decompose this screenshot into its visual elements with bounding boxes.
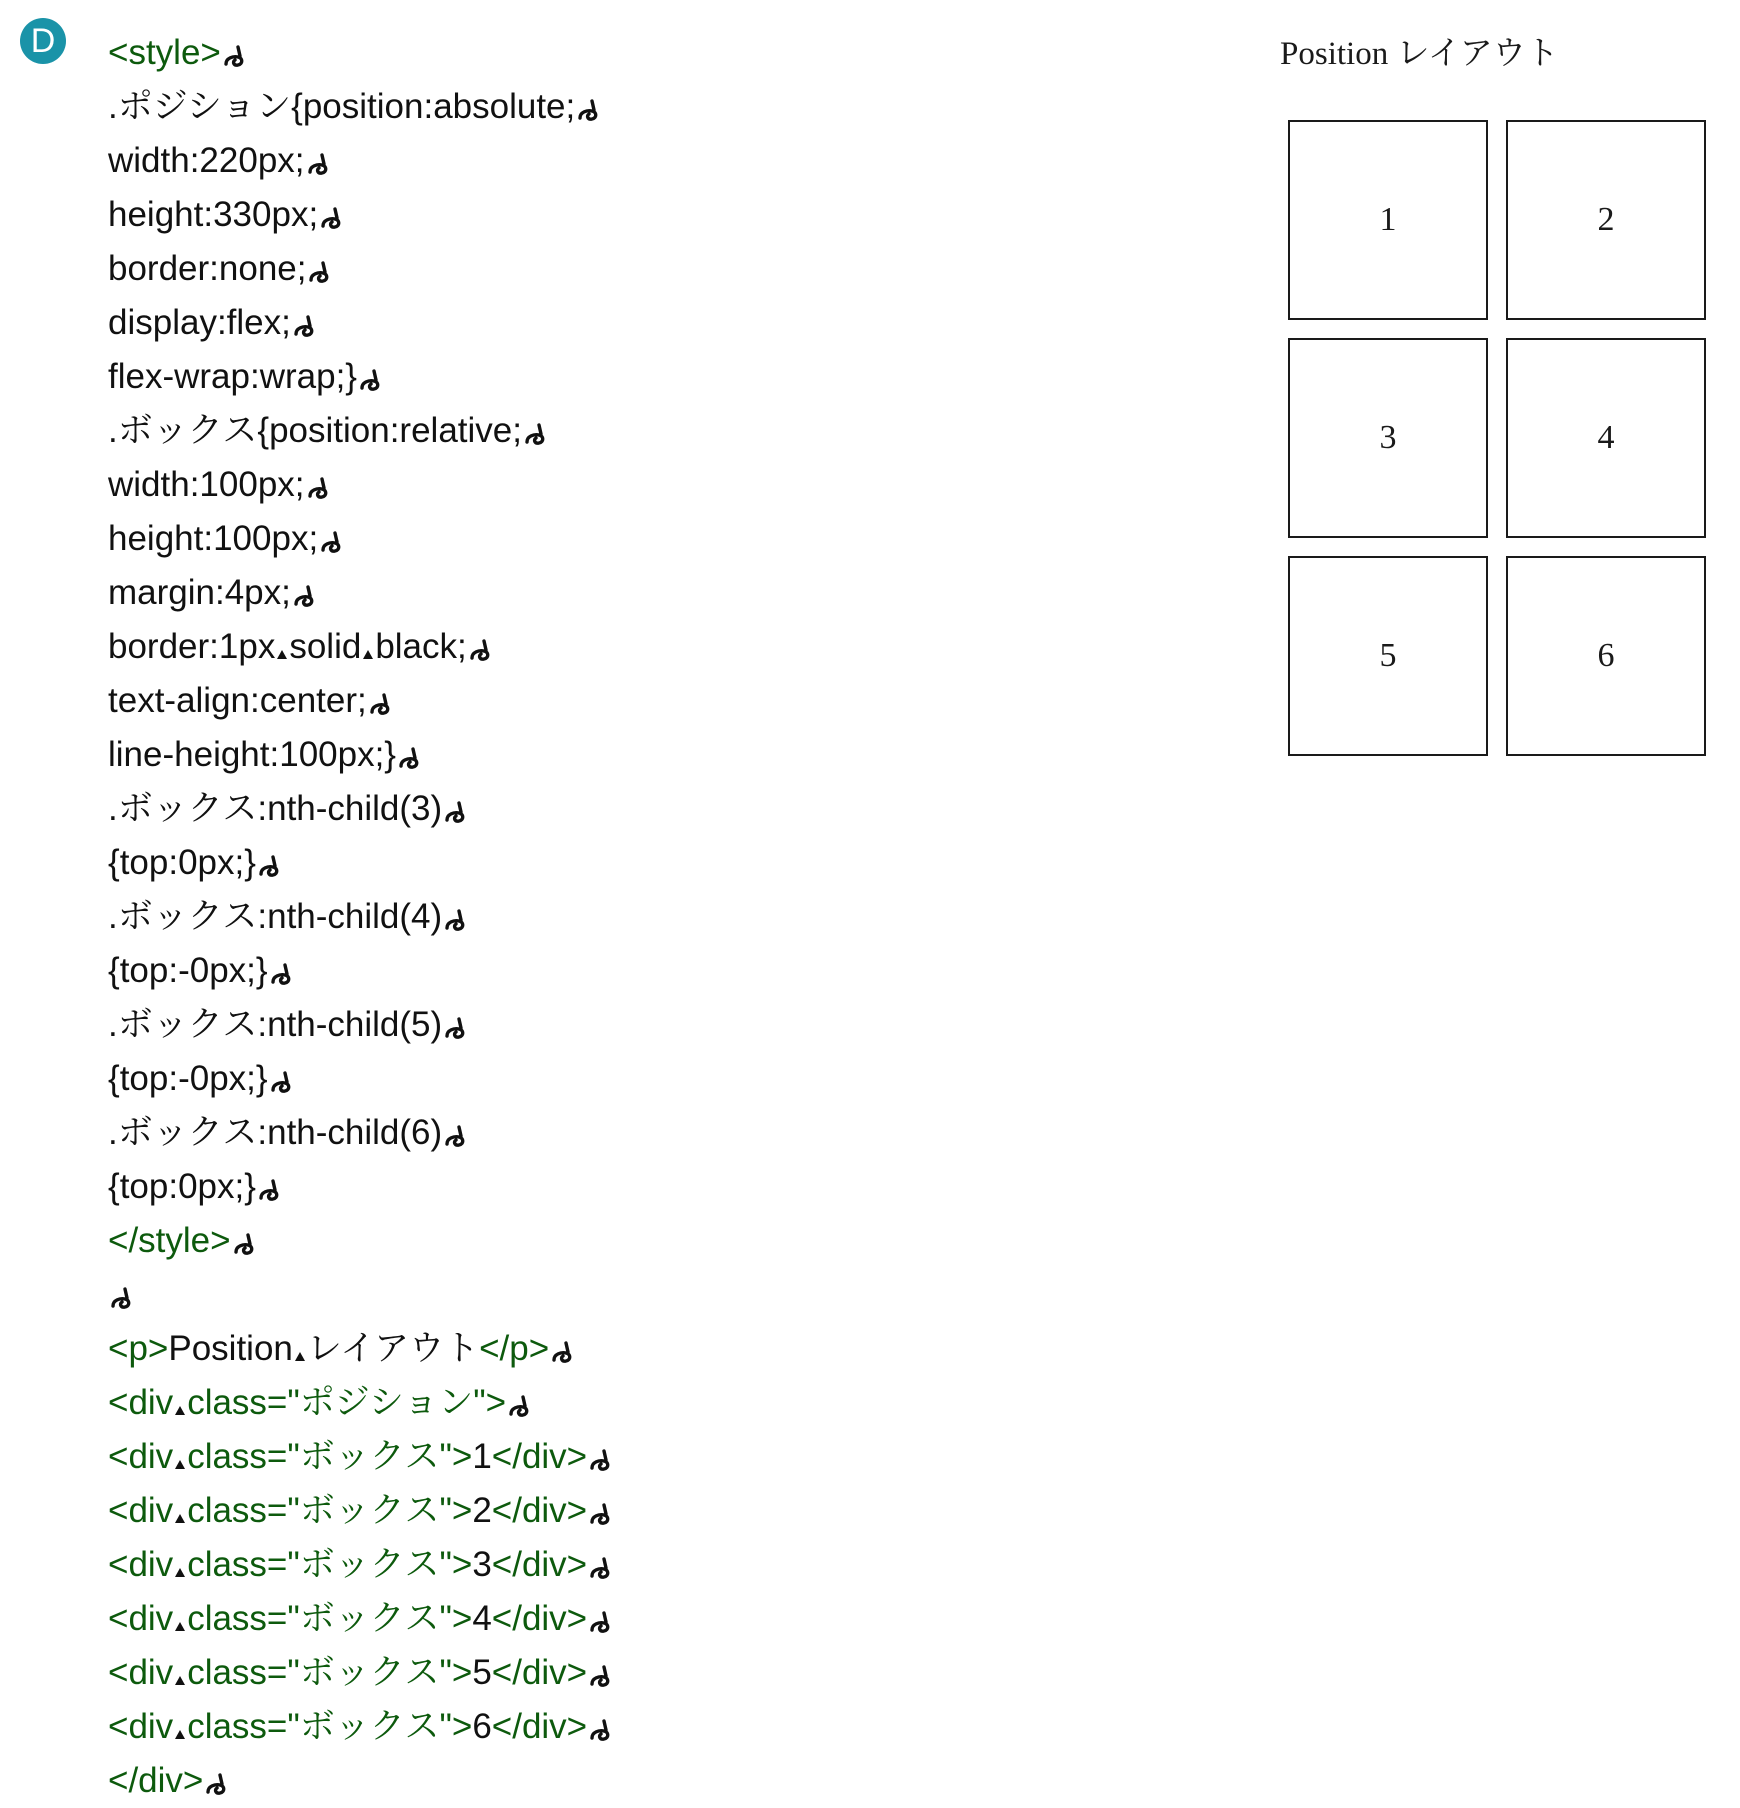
code-text: width:220px; [108,141,305,180]
code-text: .ボックス:nth-child(3) [108,789,443,828]
return-mark-icon [307,152,329,176]
code-tag-text: class="ボックス"> [187,1707,473,1746]
code-line [108,1322,611,1376]
return-mark-icon [270,962,292,986]
return-mark-icon [589,1448,611,1472]
code-tag-text: class="ボックス"> [187,1653,473,1692]
return-mark-icon [577,98,599,122]
code-line [108,1592,611,1646]
space-mark-icon [174,1566,186,1578]
return-mark-icon [444,1016,466,1040]
rendered-preview [1280,30,1615,674]
code-tag-text: </div> [491,1491,588,1530]
return-mark-icon [270,1070,292,1094]
space-mark-icon [174,1674,186,1686]
code-listing [108,26,611,1808]
code-text: black; [375,627,467,666]
code-line [108,1538,611,1592]
box-4: 4 [1506,338,1706,538]
code-text: .ボックス{position:relative; [108,411,522,450]
code-tag-text: class="ポジション"> [187,1383,507,1422]
code-line [108,1106,611,1160]
option-badge: D [20,18,66,64]
code-line [108,512,611,566]
code-text: text-align:center; [108,681,367,720]
return-mark-icon [205,1772,227,1796]
space-mark-icon [362,648,374,660]
code-text: {top:0px;} [108,1167,256,1206]
code-line [108,296,611,350]
code-tag-text: </div> [491,1653,588,1692]
return-mark-icon [398,746,420,770]
code-text: 3 [472,1545,492,1584]
return-mark-icon [308,260,330,284]
code-line [108,1700,611,1754]
code-line [108,134,611,188]
code-text: .ボックス:nth-child(6) [108,1113,443,1152]
code-text: 2 [472,1491,492,1530]
code-text: .ポジション{position:absolute; [108,87,576,126]
return-mark-icon [223,44,245,68]
code-text: solid [289,627,362,666]
code-text: {top:0px;} [108,843,256,882]
code-tag-text: <p> [108,1329,169,1368]
code-line [108,1160,611,1214]
code-text: {top:-0px;} [108,1059,268,1098]
return-mark-icon [293,584,315,608]
position-container [1288,120,1728,774]
return-mark-icon [307,476,329,500]
code-text: 4 [472,1599,492,1638]
space-mark-icon [294,1350,306,1362]
code-tag-text: </div> [108,1761,204,1800]
space-mark-icon [174,1458,186,1470]
code-text: 5 [472,1653,492,1692]
code-line [108,1052,611,1106]
code-line [108,1646,611,1700]
return-mark-icon [359,368,381,392]
space-mark-icon [276,648,288,660]
code-line [108,728,611,782]
code-tag-text: </style> [108,1221,231,1260]
code-line [108,1484,611,1538]
code-text: {top:-0px;} [108,951,268,990]
code-text: .ボックス:nth-child(5) [108,1005,443,1044]
return-mark-icon [293,314,315,338]
code-line [108,998,611,1052]
code-tag-text: <div [108,1491,174,1530]
return-mark-icon [444,800,466,824]
code-tag-text: <div [108,1383,174,1422]
code-line [108,1430,611,1484]
return-mark-icon [258,1178,280,1202]
code-text: height:330px; [108,195,319,234]
box-2: 2 [1506,120,1706,320]
code-tag-text: </div> [491,1437,588,1476]
code-line [108,458,611,512]
code-text: border:none; [108,249,307,288]
return-mark-icon [258,854,280,878]
box-6: 6 [1506,556,1706,756]
code-line [108,836,611,890]
space-mark-icon [174,1728,186,1740]
code-line [108,26,611,80]
code-tag-text: <div [108,1707,174,1746]
return-mark-icon [551,1340,573,1364]
code-tag-text: class="ボックス"> [187,1599,473,1638]
code-text: display:flex; [108,303,291,342]
code-tag-text: <style> [108,33,221,72]
code-line [108,782,611,836]
code-tag-text: </div> [491,1545,588,1584]
code-line [108,890,611,944]
code-line [108,350,611,404]
return-mark-icon [369,692,391,716]
code-text: 1 [472,1437,492,1476]
code-tag-text: class="ボックス"> [187,1491,473,1530]
code-line [108,242,611,296]
code-tag-text: </div> [491,1599,588,1638]
return-mark-icon [469,638,491,662]
code-tag-text: <div [108,1545,174,1584]
return-mark-icon [110,1286,132,1310]
return-mark-icon [589,1610,611,1634]
code-tag-text: </p> [479,1329,550,1368]
code-tag-text: class="ボックス"> [187,1437,473,1476]
box-3: 3 [1288,338,1488,538]
return-mark-icon [444,1124,466,1148]
code-tag-text: </div> [491,1707,588,1746]
return-mark-icon [524,422,546,446]
code-line [108,566,611,620]
code-text: Position [168,1329,293,1368]
code-line [108,80,611,134]
box-1: 1 [1288,120,1488,320]
return-mark-icon [589,1664,611,1688]
code-text: レイアウト [306,1329,480,1368]
return-mark-icon [589,1556,611,1580]
code-text: margin:4px; [108,573,291,612]
code-line [108,1376,611,1430]
return-mark-icon [589,1502,611,1526]
return-mark-icon [320,206,342,230]
code-line [108,944,611,998]
space-mark-icon [174,1620,186,1632]
code-text: .ボックス:nth-child(4) [108,897,443,936]
code-text: line-height:100px;} [108,735,396,774]
return-mark-icon [589,1718,611,1742]
code-text: flex-wrap:wrap;} [108,357,357,396]
return-mark-icon [233,1232,255,1256]
code-text: width:100px; [108,465,305,504]
code-text: height:100px; [108,519,319,558]
preview-title: Position レイアウト [1280,36,1559,72]
code-line [108,674,611,728]
code-line [108,620,611,674]
code-tag-text: <div [108,1599,174,1638]
code-tag-text: <div [108,1437,174,1476]
code-line [108,1268,611,1322]
code-line [108,1214,611,1268]
return-mark-icon [444,908,466,932]
space-mark-icon [174,1404,186,1416]
code-line [108,188,611,242]
code-text: 6 [472,1707,492,1746]
code-text: border:1px [108,627,276,666]
space-mark-icon [174,1512,186,1524]
code-line [108,1754,611,1808]
code-tag-text: <div [108,1653,174,1692]
return-mark-icon [320,530,342,554]
code-tag-text: class="ボックス"> [187,1545,473,1584]
box-5: 5 [1288,556,1488,756]
return-mark-icon [508,1394,530,1418]
code-line [108,404,611,458]
